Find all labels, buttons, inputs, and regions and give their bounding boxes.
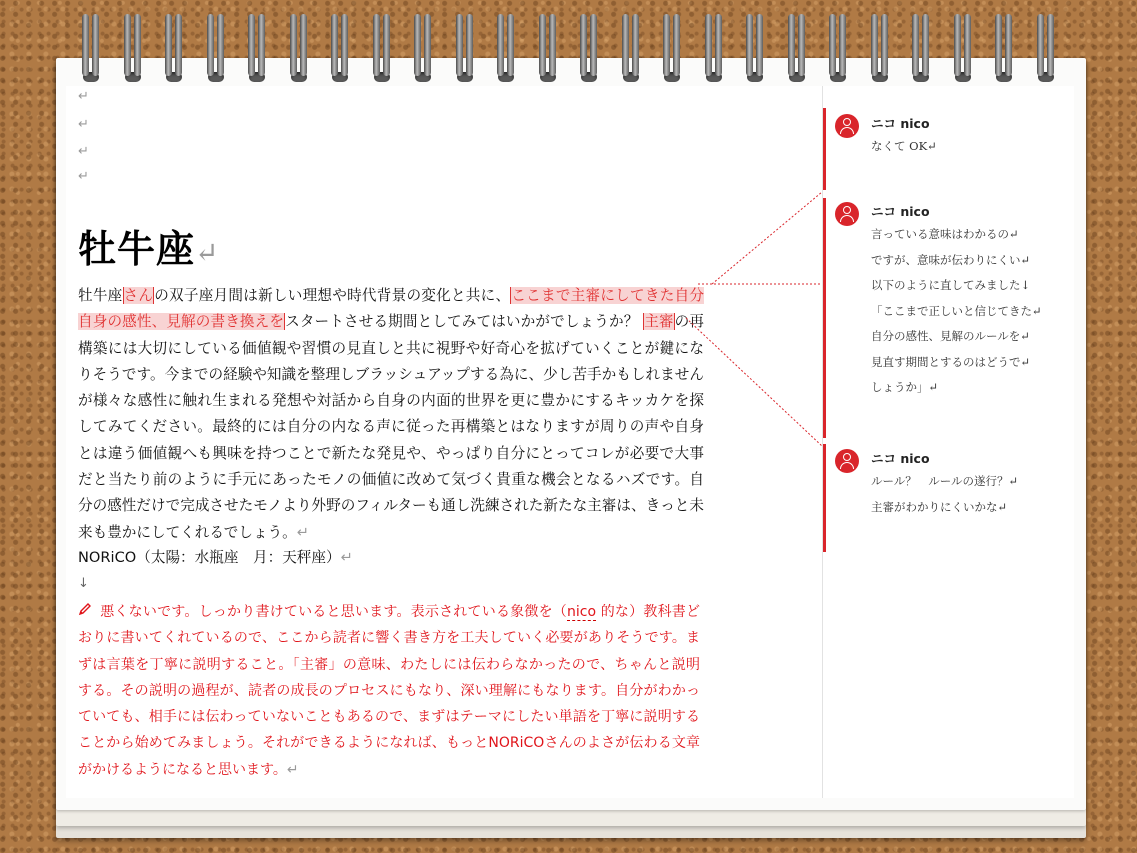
binding-ring (742, 14, 768, 86)
comment-text: ルール？ ルールの遂行？↵ 主審がわかりにくいかな↵ (871, 474, 1019, 514)
comment-text: 言っている意味はわかるの↵ ですが、意味が伝わりにくい↵ 以下のように直してみました↓ 「ここまで正しいと信じてきた↵ 自分の感性、見解のルールを↵ 見直す期間とするのはどうで↵ しょうか」↵ (871, 227, 1042, 394)
paragraph-mark: ↵ (286, 761, 299, 778)
binding-ring (203, 14, 229, 86)
feedback-text (78, 604, 700, 778)
binding-ring (452, 14, 478, 86)
body-text-run: スタートさせる期間としてみてはいかがでしょうか？ (285, 313, 644, 331)
line-break-mark: ↓ (78, 576, 89, 591)
spellcheck-word: nico (567, 604, 597, 620)
comment-active-bar (823, 444, 826, 552)
binding-ring (1033, 14, 1059, 86)
binding-ring (701, 14, 727, 86)
binding-ring (78, 14, 104, 86)
paragraph-mark: ↵ (340, 549, 353, 566)
avatar (835, 449, 859, 473)
commented-text[interactable]: ここまで主審にしてきた自分自身の感性、見解の書き換えを (78, 287, 704, 331)
body-text-run: 牡牛座 (78, 287, 123, 304)
comment-active-bar (823, 108, 826, 190)
binding-ring (244, 14, 270, 86)
commented-text[interactable]: さん (123, 287, 154, 304)
binding-ring (950, 14, 976, 86)
author-line (78, 546, 353, 567)
binding-ring (659, 14, 685, 86)
binding-ring (825, 14, 851, 86)
body-text-run: の再構築には大切にしている価値観や習慣の見直しと共に視野や好奇心を拡げていくことが鍵になりそうです。今までの経験や知識を整理しブラッシュアップする為に、少し苦手かもしれませんが様々な感性に触れ生まれる発想や対話から自身の内面的世界を更に豊かにするキッカケを探してみてください。最終的には自分の内なる声に従った再構築とはなりますが周りの声や自身とは違う価値観へも興味を持つことで新たな発見や、やっぱり自分にとってコレが必要で大事だと当たり前のように手元にあったモノの価値に改めて気づく貴重な機会となるハズです。自分の感性だけで完成させたモノより外野のフィルターも通し洗練された新たな主審は、きっと未来も豊かにしてくれるでしょう。 (78, 313, 704, 541)
feedback-text-run: 的な）教科書どおりに書いてくれているので、ここから読者に響く書き方を工夫していく必要がありそうです。まずは言葉を丁寧に説明すること。「主審」の意味、わたしには伝わらなかったので、ちゃんと説明する。その説明の過程が、読者の成長のプロセスにもなり、深い理解にもなります。自分がわかっていても、相手には伝わっていないこともあるので、まずはテーマにしたい単語を丁寧に説明することから始めてみましょう。それができるようになれば、もっとNORiCOさんのよさが伝わる文章がかけるようになると思います。 (78, 604, 700, 778)
binding-ring (784, 14, 810, 86)
binding-ring (369, 14, 395, 86)
feedback-text-run: 悪くないです。しっかり書けていると思います。表示されている象徴を（ (100, 604, 568, 620)
commented-text[interactable]: 主審 (644, 313, 674, 331)
horoscope-paragraph[interactable] (78, 283, 704, 546)
binding-ring (161, 14, 187, 86)
avatar (835, 114, 859, 138)
binding-ring (410, 14, 436, 86)
page-title (78, 218, 219, 273)
comment-author: ニコ nico (871, 116, 930, 131)
body-text-run: の双子座月間は新しい理想や時代背景の変化と共に、 (154, 287, 511, 304)
paragraph-mark: ↵ (78, 89, 89, 104)
binding-ring (991, 14, 1017, 86)
comment-text: なくて OK↵ (871, 139, 937, 153)
document-body[interactable] (66, 86, 824, 798)
pencil-icon (78, 599, 92, 625)
title-text: 牡牛座 (78, 226, 196, 271)
binding-ring (576, 14, 602, 86)
binding-ring (120, 14, 146, 86)
binding-ring (618, 14, 644, 86)
feedback-paragraph[interactable] (78, 599, 700, 783)
binding-ring (908, 14, 934, 86)
paragraph-mark: ↵ (78, 169, 89, 184)
avatar (835, 202, 859, 226)
comments-pane (822, 86, 1074, 798)
spiral-binding (0, 14, 1137, 86)
binding-ring (286, 14, 312, 86)
comment-active-bar (823, 198, 826, 438)
binding-ring (535, 14, 561, 86)
binding-ring (327, 14, 353, 86)
paragraph-mark: ↵ (296, 523, 309, 541)
author-text: NORiCO（太陽：水瓶座 月：天秤座） (78, 549, 341, 566)
paragraph-mark: ↵ (195, 236, 220, 269)
comment-author: ニコ nico (871, 451, 930, 466)
binding-ring (493, 14, 519, 86)
comment-author: ニコ nico (871, 204, 930, 219)
document-window (66, 86, 1074, 798)
binding-ring (867, 14, 893, 86)
paragraph-mark: ↵ (78, 144, 89, 159)
paragraph-mark: ↵ (78, 117, 89, 132)
